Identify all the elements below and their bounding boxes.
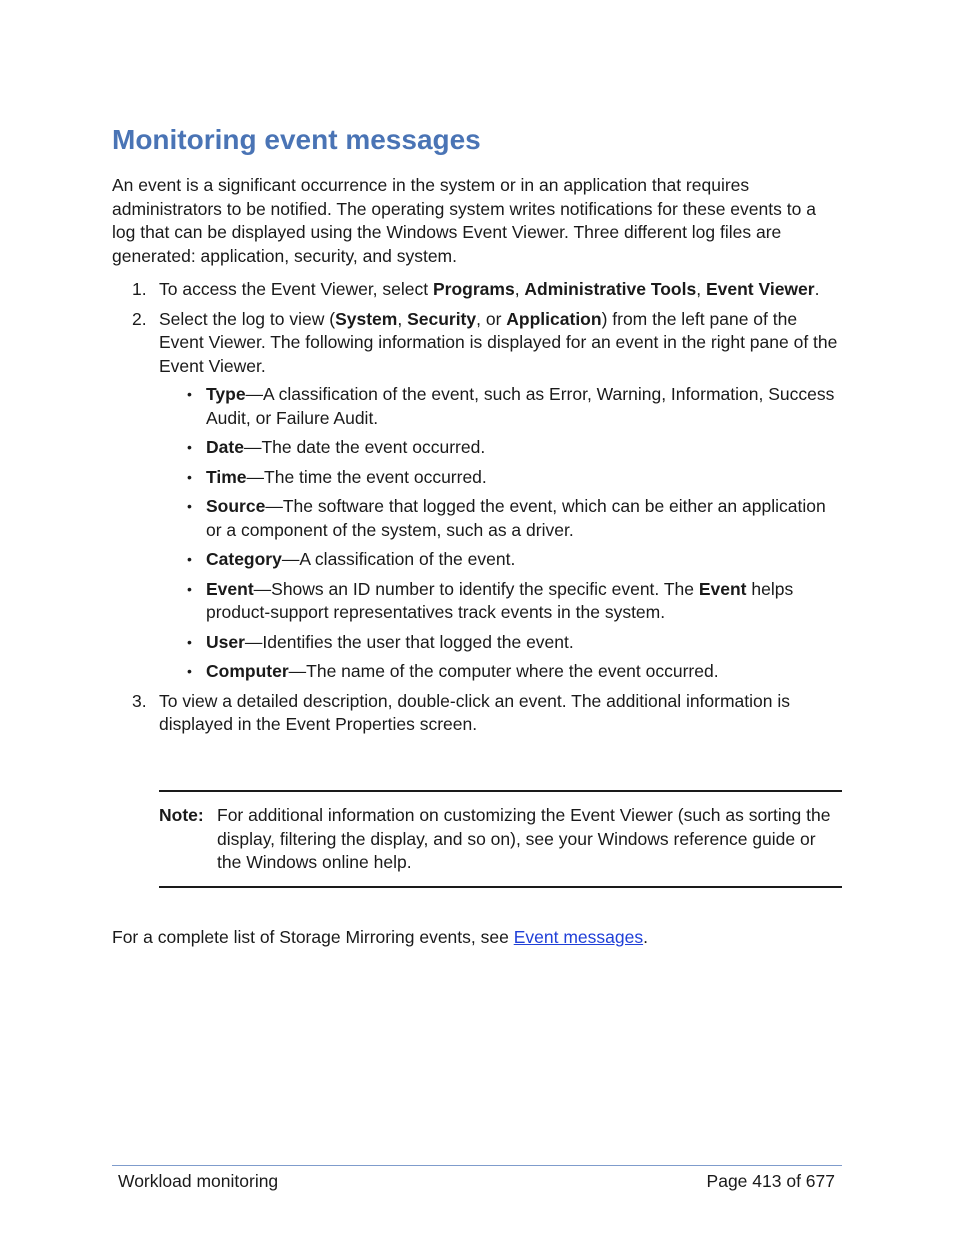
field-desc: —Identifies the user that logged the event. [244,631,574,652]
step-text: Select the log to view ( [159,308,336,329]
separator: , [696,279,706,299]
field-desc: —The software that logged the event, which can be either an application or a component of the system, such as a driver. [206,496,826,540]
step-number: 3. [132,690,147,711]
bullet-icon: • [187,468,192,485]
list-item [159,383,842,430]
list-item [159,631,842,655]
field-term: Date [206,437,244,457]
bullet-icon: • [187,663,192,679]
intro-paragraph: An event is a significant occurrence in the system or in an application that requires administrators to be notified. The operating system writes notifications for these events to a log that can be displayed using the Windows Event Viewer. Three different log files are generated: application, security, and system. [112,175,816,266]
bullet-icon: • [187,439,192,455]
field-desc: helps product-support representatives track events in the system. [206,578,794,622]
list-item [159,660,842,684]
separator: , or [476,308,507,329]
field-term: Time [206,466,247,487]
field-term: Event [206,578,254,599]
page-title: Monitoring event messages [112,124,481,155]
log-system: System [335,308,398,329]
bullet-icon: • [187,633,192,650]
field-desc: —A classification of the event. [281,549,516,569]
field-desc: —The time the event occurred. [246,466,487,487]
log-application: Application [506,308,602,329]
log-security: Security [407,308,477,329]
menu-event-viewer: Event Viewer [705,279,815,299]
step-text: To access the Event Viewer, select [159,279,433,299]
closing-text: . [643,927,648,947]
field-desc: —A classification of the event, such as Error, Warning, Information, Success Audit, or Failure Audit. [206,384,835,428]
list-item [159,436,842,460]
list-item [159,578,842,625]
menu-programs: Programs [432,279,515,299]
field-term: Computer [206,661,289,681]
step-2 [112,308,842,684]
field-desc: —The name of the computer where the event occurred. [288,661,719,681]
step-3 [112,690,842,737]
closing-text: For a complete list of Storage Mirroring events, see [112,927,514,947]
list-item [159,495,842,542]
bullet-icon: • [187,386,192,402]
step-text: ) from the left pane of the Event Viewer. The following information is displayed for an event in the right pane of the Event Viewer. [159,308,838,376]
steps-list [112,278,842,743]
bullet-icon: • [187,498,192,514]
separator: , [514,279,525,299]
field-term: Type [206,384,246,404]
bullet-icon: • [187,580,192,597]
field-term: Category [206,549,282,569]
note-label: Note: [159,805,204,825]
note-text: For additional information on customizing the Event Viewer (such as sorting the display, filtering the display, and so on), see your Windows reference guide or the Windows online help. [217,805,831,872]
footer-page-number: Page 413 of 677 [706,1171,835,1191]
list-item [159,466,842,490]
step-text: To view a detailed description, double-click an event. The additional information is displayed in the Event Properties screen. [159,690,791,734]
closing-paragraph [112,926,842,950]
footer-divider [112,1165,842,1166]
field-term: Source [206,496,266,516]
note-box [159,790,842,888]
step-number: 1. [132,279,147,299]
bullet-icon: • [187,551,192,567]
field-desc: —The date the event occurred. [243,437,486,457]
field-term: User [206,631,245,652]
event-messages-link[interactable]: Event messages [513,927,644,947]
event-fields-list [159,383,842,684]
separator: , [397,308,408,329]
menu-administrative-tools: Administrative Tools [524,279,697,299]
list-item [159,548,842,572]
step-1 [112,278,842,302]
field-term: Event [698,578,747,599]
step-number: 2. [132,308,147,329]
field-desc: —Shows an ID number to identify the specific event. The [253,578,699,599]
footer-section: Workload monitoring [118,1171,279,1191]
step-text: . [814,279,820,299]
